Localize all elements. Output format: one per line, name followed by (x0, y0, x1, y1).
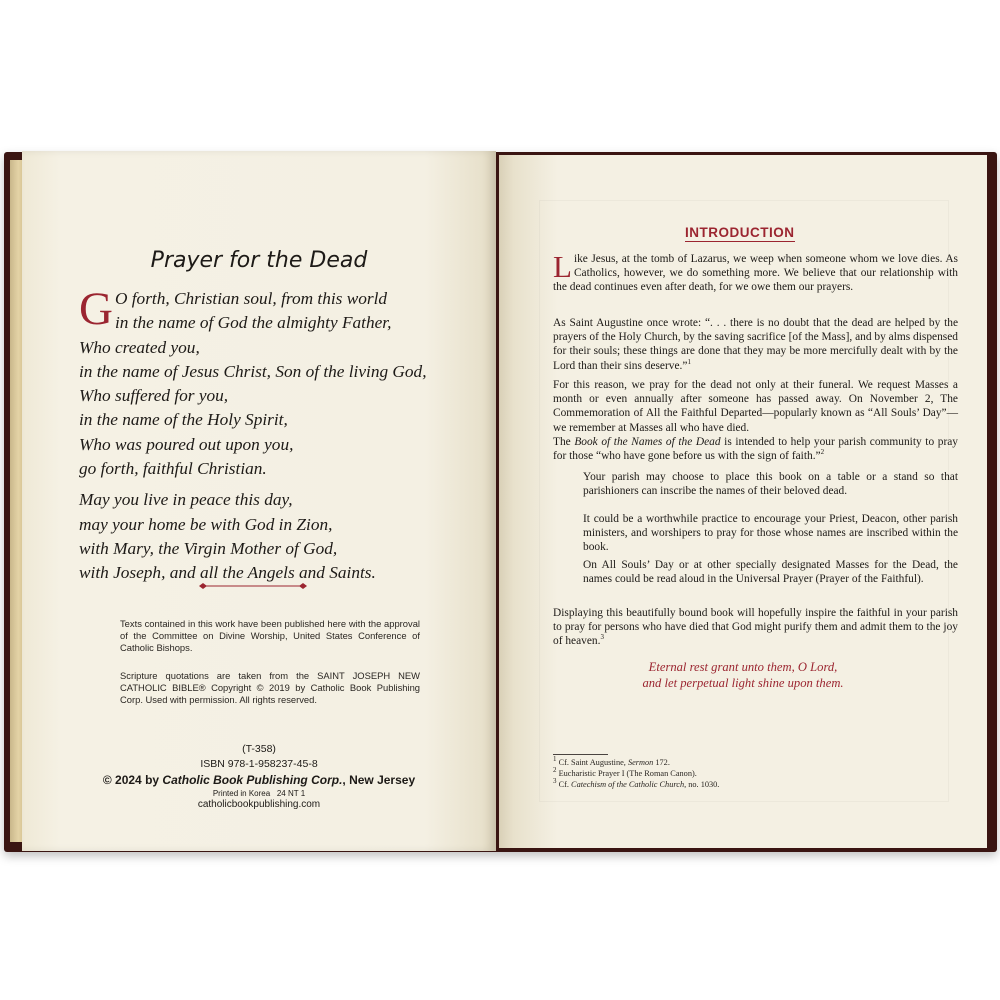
intro-paragraph-3: For this reason, we pray for the dead not only at their funeral. We request Masses a month or even annually after someone has passed away. On November 2, The Commemoration of All the Faithful Departed—popularly known as “All Souls’ Day”—we remember at Masses all who have died. (553, 379, 958, 434)
prayer-line: go forth, faithful Christian. (79, 459, 267, 479)
prayer-line: with Mary, the Virgin Mother of God, (79, 538, 338, 558)
footnote-ref: 3 (600, 633, 604, 642)
prayer-line: Who suffered for you, (79, 386, 229, 406)
footnote-ref: 2 (820, 448, 825, 457)
intro-paragraph-6: It could be a worthwhile practice to encourage your Priest, Deacon, other parish ministers, and worshipers to pray for those whose names are inscribed within the book. (583, 513, 958, 554)
intro-paragraph-2-text: As Saint Augustine once wrote: “. . . there is no doubt that the dead are helped by the prayers of the Holy Church, by the saving sacrifice [of the Mass], and by alms dispensed for their souls; these things are done that they may be more mercifully dealt with by the Lord than their sins deserve.” (553, 317, 958, 372)
copyright-publisher: Catholic Book Publishing Corp. (162, 773, 343, 787)
scripture-note: Scripture quotations are taken from the SAINT JOSEPH NEW CATHOLIC BIBLE® Copyright © 2019 by Catholic Book Publishing Corp. Used with permission. All rights reserved. (120, 670, 420, 705)
prayer-text (79, 283, 479, 586)
footnote-after: , no. 1030. (684, 780, 720, 789)
copyright-line (22, 773, 496, 787)
intro-paragraph-1 (553, 249, 958, 295)
intro-paragraph-2 (553, 316, 958, 373)
prayer-line: Who was poured out upon you, (79, 434, 294, 454)
footnote (553, 777, 720, 790)
footnote-rule (553, 754, 608, 755)
prayer-line: in the name of Jesus Christ, Son of the living God, (79, 361, 427, 381)
closing-prayer-line-2: and let perpetual light shine upon them. (642, 676, 844, 690)
product-code: (T-358) (242, 743, 276, 755)
copyright-suffix: , New Jersey (342, 773, 416, 787)
intro-dropcap: L (553, 249, 572, 284)
prayer-line: in the name of God the almighty Father, (114, 313, 392, 333)
prayer-stanza-2 (79, 488, 479, 585)
book-title: Book of the Names of the Dead (574, 436, 721, 448)
footnote-text: Cf. Saint Augustine, (556, 758, 628, 767)
ornament-divider-icon (198, 581, 308, 591)
prayer-line: in the name of the Holy Spirit, (79, 410, 288, 430)
prayer-dropcap: G (79, 283, 113, 335)
prayer-line: O forth, Christian soul, from this world (114, 289, 388, 308)
intro-paragraph-4 (553, 435, 958, 463)
footnote-italic: Sermon (627, 758, 654, 767)
footnote-after: 172. (653, 758, 670, 767)
approval-note: Texts contained in this work have been published here with the approval of the Committee on Divine Worship, United States Conference of Catholic Bishops. (120, 618, 420, 653)
publisher-website: catholicbookpublishing.com (197, 799, 321, 810)
prayer-title: Prayer for the Dead (150, 248, 368, 273)
intro-paragraph-5: Your parish may choose to place this book on a table or a stand so that parishioners can inscribe the names of their beloved dead. (583, 471, 958, 498)
footnote-italic: Catechism of the Catholic Church (571, 780, 685, 789)
prayer-line: with Joseph, and all the Angels and Saints. (79, 563, 376, 583)
isbn: ISBN 978-1-958237-45-8 (200, 758, 318, 770)
p4-lead: The (553, 436, 575, 448)
intro-paragraph-1-text: ike Jesus, at the tomb of Lazarus, we weep when someone whom we love dies. As Catholics, however, we do something more. We believe that our relationship with the dead continues even after death, for we owe them our prayers. (553, 253, 958, 294)
footnote (553, 766, 697, 779)
prayer-line: may your home be with God in Zion, (79, 514, 333, 534)
prayer-line: May you live in peace this day, (79, 490, 293, 510)
intro-paragraph-8 (553, 606, 958, 649)
footnote-ref: 1 (687, 357, 691, 366)
intro-paragraph-7: On All Souls’ Day or at other specially designated Masses for the Dead, the names could be read aloud in the Universal Prayer (Prayer of the Faithful). (583, 559, 958, 586)
prayer-line: Who created you, (79, 337, 200, 357)
footnote-text: Eucharistic Prayer I (The Roman Canon). (556, 769, 697, 778)
footnote-number: 2 (553, 766, 557, 775)
copyright-prefix: © 2024 by (102, 773, 163, 787)
introduction-heading: INTRODUCTION (685, 225, 795, 240)
footnote-text: Cf. (556, 780, 572, 789)
left-page (22, 151, 496, 851)
footnote-number: 3 (553, 777, 557, 786)
intro-paragraph-8-text: Displaying this beautifully bound book will hopefully inspire the faithful in your parish to pray for persons who have died that God might purify them and admit them to the joy of heaven. (553, 607, 958, 648)
p4-rest: is intended to help your parish community to pray for those “who have gone before us with the sign of faith.” (553, 436, 958, 463)
footnote-number: 1 (553, 755, 557, 764)
right-page (499, 155, 987, 848)
closing-prayer-line-1: Eternal rest grant unto them, O Lord, (648, 660, 838, 674)
printed-info: Printed in Korea 24 NT 1 (212, 789, 306, 798)
footnote (553, 755, 670, 768)
